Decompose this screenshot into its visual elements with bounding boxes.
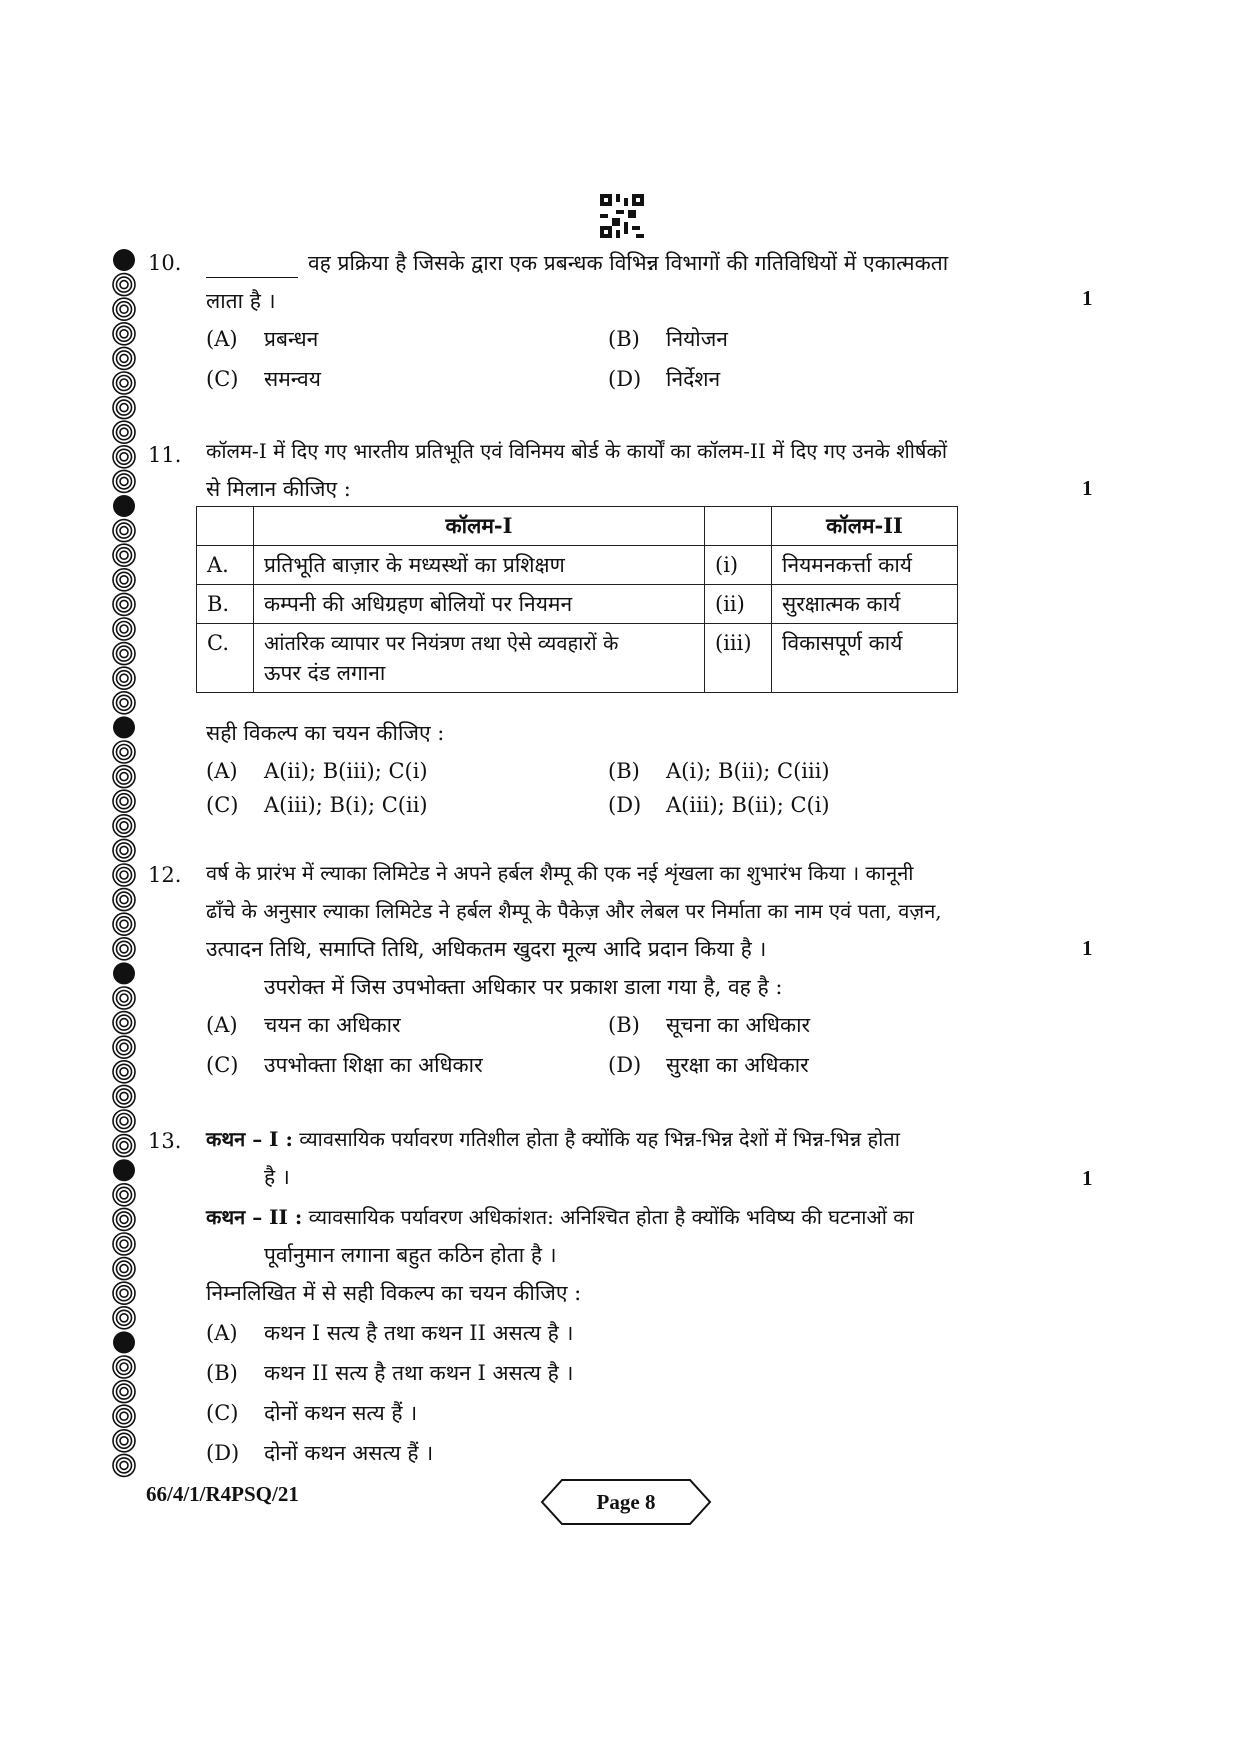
border-circle-icon: [113, 1036, 135, 1058]
option-letter: (B): [608, 1013, 640, 1037]
marks: 1: [1082, 476, 1093, 500]
row-key: B.: [197, 585, 254, 624]
row-col1: [254, 624, 705, 693]
border-circle-icon: [113, 1233, 135, 1255]
question-text-line2: लाता है ।: [206, 289, 276, 313]
row-num: (iii): [705, 624, 772, 693]
option-letter: (B): [608, 327, 640, 351]
option-letter: (B): [608, 759, 640, 783]
option-text: कथन II सत्य है तथा कथन I असत्य है ।: [264, 1361, 574, 1385]
option-letter: (B): [206, 1361, 238, 1385]
answer-blank: [206, 255, 298, 278]
border-circle-icon: [113, 1454, 135, 1476]
border-circle-icon: [113, 593, 135, 615]
row-col1: प्रतिभूति बाज़ार के मध्यस्थों का प्रशिक्षण: [254, 546, 705, 585]
border-circle-icon: [113, 1184, 135, 1206]
border-circle-icon: [113, 1061, 135, 1083]
option-text: A(iii); B(i); C(ii): [264, 793, 428, 817]
question-text-line1: वर्ष के प्रारंभ में ल्याका लिमिटेड ने अपने हर्बल शैम्पू की एक नई शृंखला का शुभारंभ किया । कानूनी: [206, 861, 914, 885]
question-text-line1: कॉलम-I में दिए गए भारतीय प्रतिभूति एवं विनिमय बोर्ड के कार्यों का कॉलम-II में दिए गए उनके शीर्षकों: [206, 439, 948, 463]
option-text: निर्देशन: [666, 367, 721, 391]
option-letter: (D): [206, 1441, 240, 1465]
marks: 1: [1082, 286, 1093, 310]
question-text-line2: से मिलान कीजिए :: [206, 477, 351, 501]
question-number: 12.: [148, 863, 182, 887]
border-circle-icon: [113, 1381, 135, 1403]
border-circle-icon: [113, 569, 135, 591]
border-circle-icon: [113, 397, 135, 419]
option-letter: (D): [608, 793, 642, 817]
match-table: [196, 506, 958, 693]
statement-1-line2: है ।: [264, 1165, 290, 1189]
border-circle-icon: [113, 298, 135, 320]
option-letter: (A): [206, 1321, 238, 1345]
row-col1-line2: ऊपर दंड लगाना: [264, 661, 386, 685]
row-col2: नियमनकर्त्ता कार्य: [772, 546, 958, 585]
border-circle-icon: [113, 618, 135, 640]
border-circle-icon: [113, 1208, 135, 1230]
option-letter: (A): [206, 327, 238, 351]
border-circle-icon: [113, 1085, 135, 1107]
border-circle-icon: [113, 446, 135, 468]
option-text: A(ii); B(iii); C(i): [264, 759, 428, 783]
paper-code: 66/4/1/R4PSQ/21: [146, 1482, 299, 1506]
question-number: 11.: [148, 443, 182, 467]
row-col2: सुरक्षात्मक कार्य: [772, 585, 958, 624]
question-text-line3: उत्पादन तिथि, समाप्ति तिथि, अधिकतम खुदरा मूल्य आदि प्रदान किया है ।: [206, 937, 767, 961]
option-letter: (C): [206, 793, 239, 817]
row-num: (i): [705, 546, 772, 585]
border-circle-icon: [113, 470, 135, 492]
border-circle-icon: [113, 790, 135, 812]
option-letter: (D): [608, 1053, 642, 1077]
border-circle-icon: [113, 520, 135, 542]
option-text: कथन I सत्य है तथा कथन II असत्य है ।: [264, 1321, 574, 1345]
option-text: A(iii); B(ii); C(i): [666, 793, 830, 817]
statement-2-text: व्यावसायिक पर्यावरण अधिकांशत: अनिश्चित होता है क्योंकि भविष्य की घटनाओं का: [308, 1205, 914, 1229]
option-text: प्रबन्धन: [264, 327, 319, 351]
border-circle-icon: [113, 766, 135, 788]
border-circle-icon: [113, 347, 135, 369]
border-circle-icon: [113, 1110, 135, 1132]
statement-1: [206, 1124, 900, 1154]
border-circle-icon: [113, 1135, 135, 1157]
question-number: 10.: [148, 251, 182, 275]
table-row: [197, 624, 958, 693]
border-circle-icon: [113, 889, 135, 911]
option-text: सुरक्षा का अधिकार: [666, 1053, 809, 1077]
option-text: A(i); B(ii); C(iii): [666, 759, 830, 783]
option-text: समन्वय: [264, 367, 321, 391]
statement-1-label: कथन – I :: [206, 1127, 293, 1151]
border-circle-icon: [113, 864, 135, 886]
border-circle-icon: [113, 716, 135, 738]
question-prompt: सही विकल्प का चयन कीजिए :: [206, 721, 445, 745]
table-row: [197, 546, 958, 585]
option-text: सूचना का अधिकार: [666, 1013, 811, 1037]
border-circle-icon: [113, 544, 135, 566]
border-circle-icon: [113, 1282, 135, 1304]
border-circle-icon: [113, 741, 135, 763]
border-circle-icon: [113, 987, 135, 1009]
row-col2: विकासपूर्ण कार्य: [772, 624, 958, 693]
border-circle-icon: [113, 274, 135, 296]
border-circle-icon: [113, 938, 135, 960]
option-letter: (C): [206, 1401, 239, 1425]
row-col1-line1: आंतरिक व्यापार पर नियंत्रण तथा ऐसे व्यवहारों के: [264, 631, 619, 655]
statement-2: [206, 1202, 914, 1232]
border-circle-icon: [113, 692, 135, 714]
option-letter: (C): [206, 367, 239, 391]
column-2-header: कॉलम-II: [772, 507, 958, 546]
border-circle-icon: [113, 1307, 135, 1329]
option-letter: (A): [206, 759, 238, 783]
border-circle-icon: [113, 839, 135, 861]
question-text: [206, 248, 948, 278]
table-row: [197, 585, 958, 624]
option-letter: (A): [206, 1013, 238, 1037]
border-circle-icon: [113, 421, 135, 443]
border-circle-icon: [113, 1258, 135, 1280]
border-circle-icon: [113, 667, 135, 689]
statement-2-line2: पूर्वानुमान लगाना बहुत कठिन होता है ।: [264, 1243, 557, 1267]
row-key: C.: [197, 624, 254, 693]
question-text-line2: ढाँचे के अनुसार ल्याका लिमिटेड ने हर्बल शैम्पू के पैकेज़ और लेबल पर निर्माता का नाम एवं पता, वज़न,: [206, 899, 942, 923]
border-circle-icon: [113, 495, 135, 517]
option-text: दोनों कथन सत्य हैं ।: [264, 1401, 418, 1425]
option-text: चयन का अधिकार: [264, 1013, 401, 1037]
border-circles: [112, 248, 146, 1498]
question-prompt: निम्नलिखित में से सही विकल्प का चयन कीजिए :: [206, 1281, 582, 1305]
border-circle-icon: [113, 1159, 135, 1181]
row-key: A.: [197, 546, 254, 585]
question-number: 13.: [148, 1129, 182, 1153]
column-1-header: कॉलम-I: [254, 507, 705, 546]
border-circle-icon: [113, 1356, 135, 1378]
option-text: दोनों कथन असत्य हैं ।: [264, 1441, 434, 1465]
option-text: उपभोक्ता शिक्षा का अधिकार: [264, 1053, 483, 1077]
border-circle-icon: [113, 1012, 135, 1034]
border-circle-icon: [113, 1430, 135, 1452]
border-circle-icon: [113, 815, 135, 837]
border-circle-icon: [113, 1405, 135, 1427]
option-letter: (D): [608, 367, 642, 391]
border-circle-icon: [113, 913, 135, 935]
question-prompt: उपरोक्त में जिस उपभोक्ता अधिकार पर प्रकाश डाला गया है, वह है :: [264, 975, 783, 999]
row-num: (ii): [705, 585, 772, 624]
option-letter: (C): [206, 1053, 239, 1077]
page-number: Page 8: [596, 1490, 656, 1514]
border-circle-icon: [113, 323, 135, 345]
border-circle-icon: [113, 249, 135, 271]
border-circle-icon: [113, 1331, 135, 1353]
marks: 1: [1082, 1166, 1093, 1190]
border-circle-icon: [113, 962, 135, 984]
statement-2-label: कथन – II :: [206, 1205, 303, 1229]
qr-code-icon: [600, 194, 644, 238]
option-text: नियोजन: [666, 327, 728, 351]
row-col1: कम्पनी की अधिग्रहण बोलियों पर नियमन: [254, 585, 705, 624]
statement-1-text: व्यावसायिक पर्यावरण गतिशील होता है क्योंकि यह भिन्न-भिन्न देशों में भिन्न-भिन्न होता: [299, 1127, 900, 1151]
marks: 1: [1082, 936, 1093, 960]
question-text-line1: वह प्रक्रिया है जिसके द्वारा एक प्रबन्धक विभिन्न विभागों की गतिविधियों में एकात्मकता: [308, 251, 949, 275]
border-circle-icon: [113, 643, 135, 665]
border-circle-icon: [113, 372, 135, 394]
